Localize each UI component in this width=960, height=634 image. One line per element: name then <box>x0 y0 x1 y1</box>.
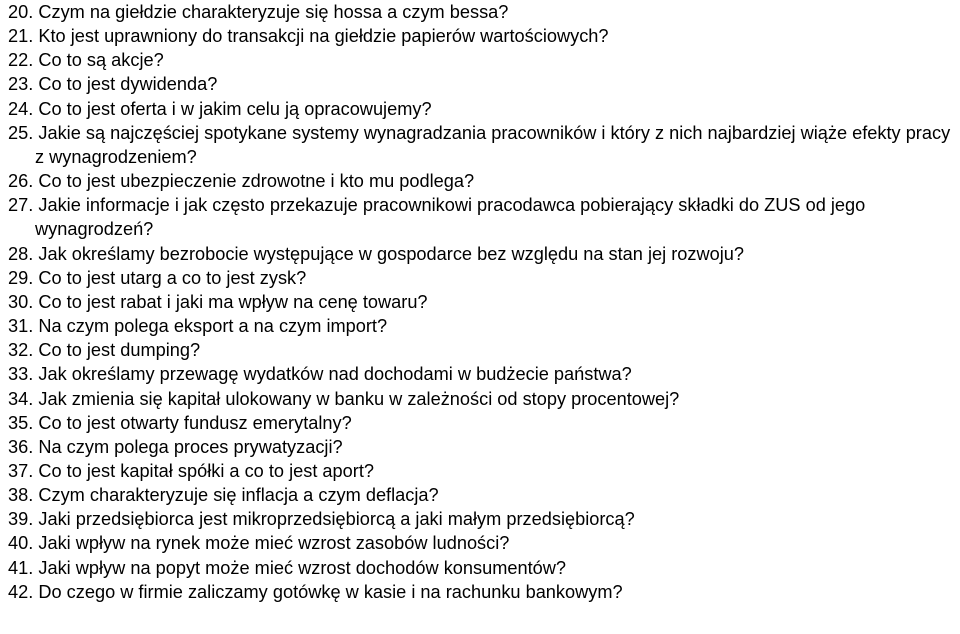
question-list <box>8 0 956 604</box>
question-number: 35. <box>8 412 34 433</box>
question-number: 30. <box>8 291 34 312</box>
question-text: Co to są akcje? <box>38 50 164 71</box>
question-number: 22. <box>8 50 34 71</box>
question-number: 26. <box>8 171 34 192</box>
question-number: 20. <box>8 2 34 22</box>
question-item <box>8 24 956 48</box>
question-number: 31. <box>8 316 34 337</box>
question-text: Jakie są najczęściej spotykane systemy wynagradzania pracowników i który z nich najbardziej wiąże efekty pracy z wynagrodzeniem? <box>35 122 951 167</box>
question-text: Na czym polega proces prywatyzacji? <box>38 436 343 457</box>
question-text: Jaki wpływ na rynek może mieć wzrost zasobów ludności? <box>38 533 510 554</box>
question-text: Jak określamy przewagę wydatków nad dochodami w budżecie państwa? <box>38 364 632 385</box>
question-item <box>8 459 956 483</box>
question-item <box>8 0 956 24</box>
question-item <box>8 580 956 604</box>
question-text: Jak zmienia się kapitał ulokowany w banku w zależności od stopy procentowej? <box>38 388 680 409</box>
question-text: Na czym polega eksport a na czym import? <box>38 316 388 337</box>
question-text: Czym charakteryzuje się inflacja a czym deflacja? <box>38 485 439 506</box>
question-item <box>8 72 956 96</box>
question-text: Jaki wpływ na popyt może mieć wzrost dochodów konsumentów? <box>38 557 567 578</box>
question-number: 32. <box>8 340 34 361</box>
question-text: Co to jest rabat i jaki ma wpływ na cenę towaru? <box>38 291 428 312</box>
question-item <box>8 266 956 290</box>
question-item <box>8 290 956 314</box>
question-text: Jak określamy bezrobocie występujące w gospodarce bez względu na stan jej rozwoju? <box>38 243 745 264</box>
question-text: Co to jest utarg a co to jest zysk? <box>38 267 307 288</box>
question-item <box>8 556 956 580</box>
question-text: Co to jest dumping? <box>38 340 201 361</box>
question-item <box>8 411 956 435</box>
question-number: 25. <box>8 122 34 143</box>
question-item <box>8 362 956 386</box>
question-item <box>8 121 956 169</box>
question-number: 42. <box>8 581 34 602</box>
question-number: 40. <box>8 533 34 554</box>
question-number: 24. <box>8 98 34 119</box>
question-item <box>8 169 956 193</box>
question-item <box>8 193 956 241</box>
question-text: Czym na giełdzie charakteryzuje się hossa a czym bessa? <box>38 2 509 22</box>
question-item <box>8 338 956 362</box>
question-number: 33. <box>8 364 34 385</box>
question-text: Co to jest oferta i w jakim celu ją opracowujemy? <box>38 98 432 119</box>
question-number: 38. <box>8 485 34 506</box>
question-text: Jakie informacje i jak często przekazuje pracownikowi pracodawca pobierający składki do ZUS od jego wynagrodzeń? <box>35 195 866 240</box>
question-item <box>8 483 956 507</box>
question-item <box>8 507 956 531</box>
question-item <box>8 48 956 72</box>
question-number: 21. <box>8 26 34 47</box>
question-text: Co to jest kapitał spółki a co to jest aport? <box>38 460 374 481</box>
question-text: Co to jest dywidenda? <box>38 74 218 95</box>
question-number: 28. <box>8 243 34 264</box>
question-item <box>8 435 956 459</box>
question-item <box>8 531 956 555</box>
question-text: Do czego w firmie zaliczamy gotówkę w kasie i na rachunku bankowym? <box>38 581 623 602</box>
question-item <box>8 97 956 121</box>
question-number: 29. <box>8 267 34 288</box>
question-number: 23. <box>8 74 34 95</box>
question-number: 37. <box>8 460 34 481</box>
question-text: Co to jest ubezpieczenie zdrowotne i kto mu podlega? <box>38 171 475 192</box>
question-item <box>8 242 956 266</box>
question-number: 27. <box>8 195 34 216</box>
question-item <box>8 387 956 411</box>
question-item <box>8 314 956 338</box>
question-number: 41. <box>8 557 34 578</box>
question-text: Jaki przedsiębiorca jest mikroprzedsiębiorcą a jaki małym przedsiębiorcą? <box>38 509 635 530</box>
question-text: Kto jest uprawniony do transakcji na giełdzie papierów wartościowych? <box>38 26 609 47</box>
question-number: 39. <box>8 509 34 530</box>
question-number: 36. <box>8 436 34 457</box>
question-number: 34. <box>8 388 34 409</box>
question-text: Co to jest otwarty fundusz emerytalny? <box>38 412 352 433</box>
